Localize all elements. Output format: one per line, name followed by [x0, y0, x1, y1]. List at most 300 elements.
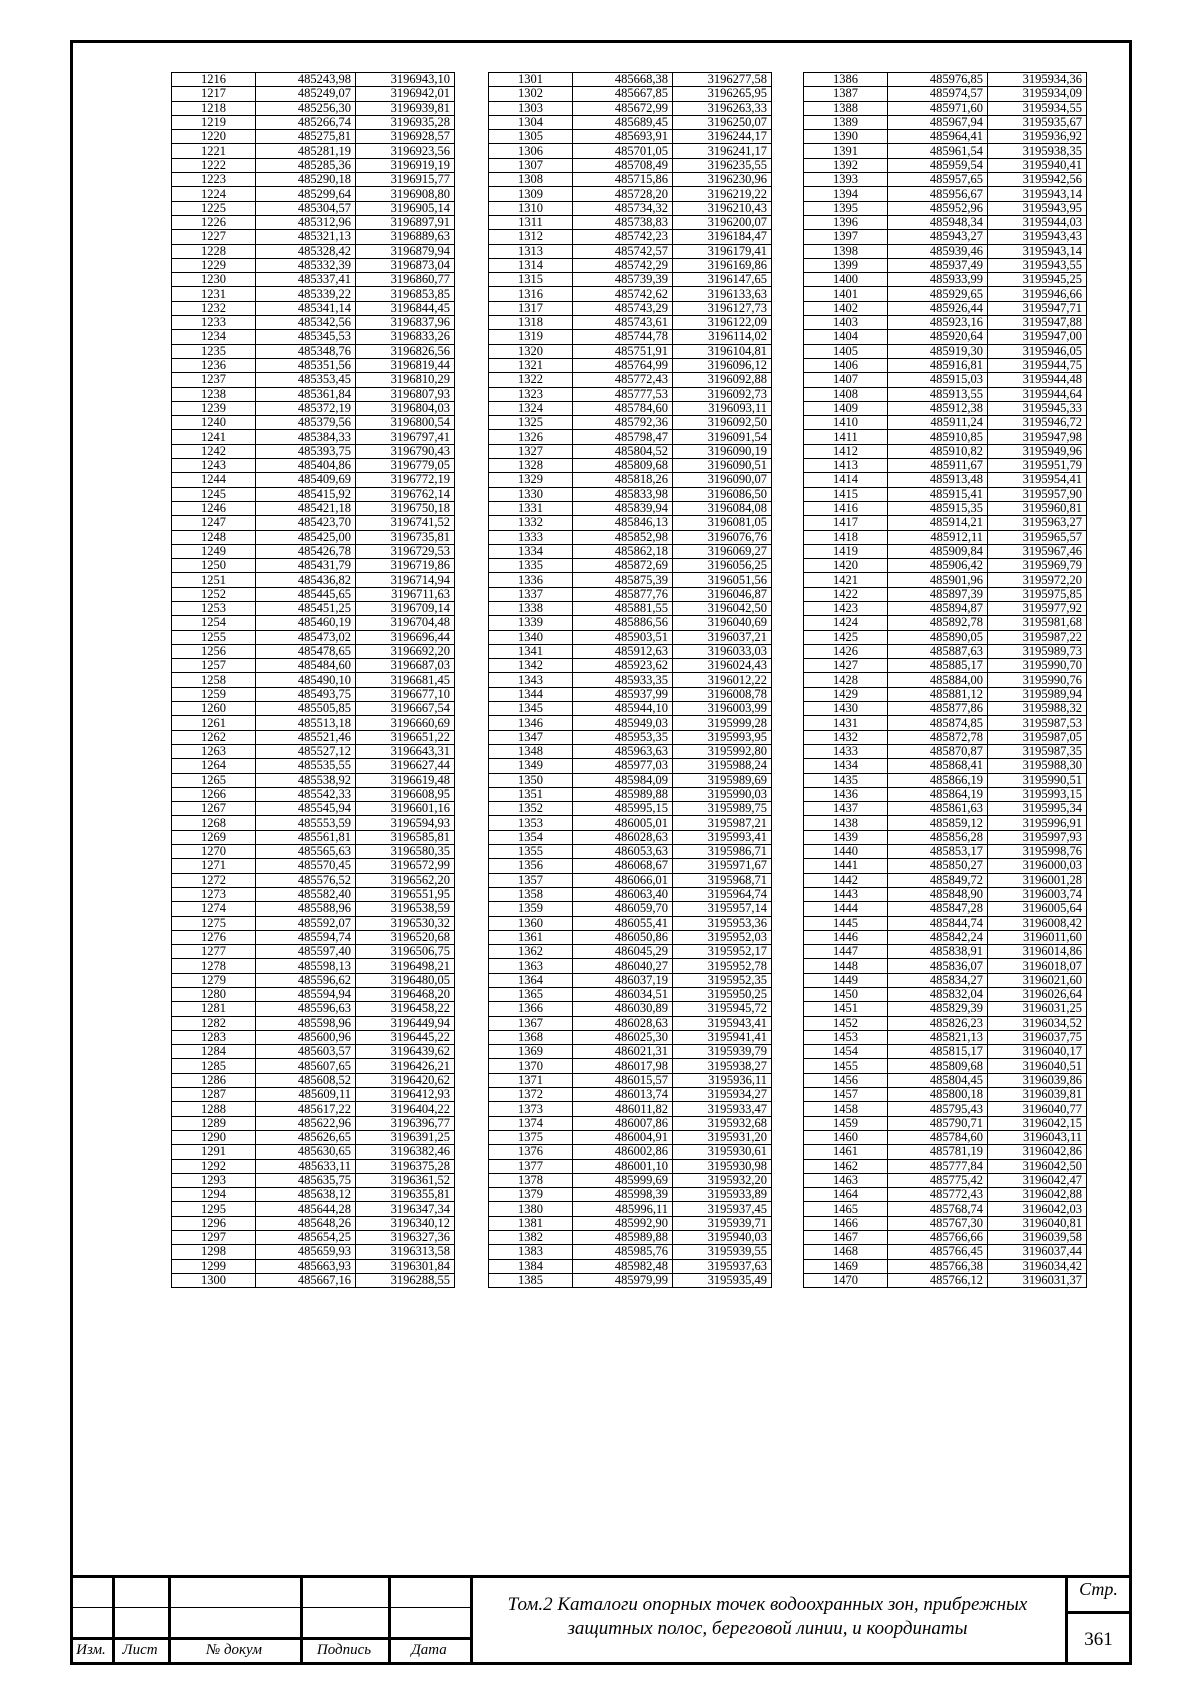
point-number: 1223: [172, 173, 256, 187]
coord-x: 485809,68: [573, 459, 673, 473]
coord-y: 3196039,81: [988, 1088, 1087, 1102]
coord-y: 3196572,99: [356, 859, 455, 873]
point-number: 1240: [172, 416, 256, 430]
point-number: 1427: [804, 659, 888, 673]
point-number: 1387: [804, 87, 888, 101]
coord-y: 3196709,14: [356, 601, 455, 615]
coord-y: 3195957,14: [673, 902, 772, 916]
point-number: 1349: [489, 759, 573, 773]
coord-x: 485846,13: [573, 516, 673, 530]
table-row: [172, 859, 455, 873]
table-row: [489, 387, 772, 401]
coord-x: 485877,86: [888, 702, 988, 716]
table-row: [804, 215, 1087, 229]
point-number: 1298: [172, 1245, 256, 1259]
table-row: [804, 73, 1087, 87]
coord-y: 3196250,07: [673, 115, 772, 129]
coord-y: 3196939,81: [356, 101, 455, 115]
coord-y: 3195968,71: [673, 873, 772, 887]
coord-y: 3195990,51: [988, 773, 1087, 787]
coord-x: 485849,72: [888, 873, 988, 887]
table-row: [489, 73, 772, 87]
coord-x: 486004,91: [573, 1130, 673, 1144]
table-row: [804, 730, 1087, 744]
table-row: [489, 401, 772, 415]
table-row: [489, 1002, 772, 1016]
coord-x: 485923,16: [888, 316, 988, 330]
coord-y: 3196826,56: [356, 344, 455, 358]
coord-y: 3196127,73: [673, 301, 772, 315]
table-row: [489, 902, 772, 916]
table-row: [804, 201, 1087, 215]
point-number: 1287: [172, 1088, 256, 1102]
coord-x: 485600,96: [256, 1030, 356, 1044]
coord-y: 3195971,67: [673, 859, 772, 873]
point-number: 1432: [804, 730, 888, 744]
point-number: 1421: [804, 573, 888, 587]
coord-y: 3196133,63: [673, 287, 772, 301]
coord-y: 3196104,81: [673, 344, 772, 358]
table-row: [804, 387, 1087, 401]
coord-y: 3196355,81: [356, 1188, 455, 1202]
point-number: 1272: [172, 873, 256, 887]
table-row: [172, 687, 455, 701]
coord-y: 3196692,20: [356, 644, 455, 658]
coord-x: 485866,19: [888, 773, 988, 787]
point-number: 1281: [172, 1002, 256, 1016]
point-number: 1225: [172, 201, 256, 215]
point-number: 1230: [172, 273, 256, 287]
coord-y: 3196729,53: [356, 544, 455, 558]
table-row: [489, 1030, 772, 1044]
point-number: 1330: [489, 487, 573, 501]
coord-x: 485493,75: [256, 687, 356, 701]
point-number: 1255: [172, 630, 256, 644]
point-number: 1270: [172, 845, 256, 859]
coord-x: 485299,64: [256, 187, 356, 201]
table-row: [489, 516, 772, 530]
coord-x: 485915,03: [888, 373, 988, 387]
table-row: [804, 1173, 1087, 1187]
coord-y: 3195993,15: [988, 787, 1087, 801]
point-number: 1398: [804, 244, 888, 258]
coord-y: 3196147,65: [673, 273, 772, 287]
coord-y: 3196003,99: [673, 702, 772, 716]
coord-y: 3195954,41: [988, 473, 1087, 487]
table-row: [489, 659, 772, 673]
point-number: 1293: [172, 1173, 256, 1187]
table-row: [804, 673, 1087, 687]
table-row: [172, 930, 455, 944]
coord-y: 3195975,85: [988, 587, 1087, 601]
coord-x: 485967,94: [888, 115, 988, 129]
coord-y: 3195988,24: [673, 759, 772, 773]
coord-x: 485852,98: [573, 530, 673, 544]
coord-x: 485919,30: [888, 344, 988, 358]
coord-y: 3196040,77: [988, 1102, 1087, 1116]
table-row: [172, 87, 455, 101]
coord-y: 3196114,02: [673, 330, 772, 344]
coord-y: 3195947,00: [988, 330, 1087, 344]
coord-y: 3195989,73: [988, 644, 1087, 658]
point-number: 1276: [172, 930, 256, 944]
coord-x: 485663,93: [256, 1259, 356, 1273]
coord-x: 485781,19: [888, 1145, 988, 1159]
coord-x: 485626,65: [256, 1130, 356, 1144]
coord-y: 3195967,46: [988, 544, 1087, 558]
point-number: 1442: [804, 873, 888, 887]
coord-x: 485894,87: [888, 601, 988, 615]
coord-x: 485901,96: [888, 573, 988, 587]
table-row: [172, 873, 455, 887]
point-number: 1243: [172, 459, 256, 473]
coord-x: 485421,18: [256, 501, 356, 515]
table-row: [804, 1030, 1087, 1044]
table-row: [172, 173, 455, 187]
coord-y: 3195937,63: [673, 1259, 772, 1273]
point-number: 1360: [489, 916, 573, 930]
coord-y: 3196219,22: [673, 187, 772, 201]
point-number: 1428: [804, 673, 888, 687]
table-row: [804, 787, 1087, 801]
coord-x: 485304,57: [256, 201, 356, 215]
table-row: [172, 244, 455, 258]
coord-x: 485415,92: [256, 487, 356, 501]
coord-y: 3196382,46: [356, 1145, 455, 1159]
coord-y: 3196024,43: [673, 659, 772, 673]
coord-y: 3196003,74: [988, 887, 1087, 901]
point-number: 1362: [489, 945, 573, 959]
point-number: 1296: [172, 1216, 256, 1230]
coord-x: 485887,63: [888, 644, 988, 658]
point-number: 1466: [804, 1216, 888, 1230]
coord-x: 485912,63: [573, 644, 673, 658]
coord-y: 3196042,50: [673, 601, 772, 615]
table-row: [804, 544, 1087, 558]
coord-x: 486011,82: [573, 1102, 673, 1116]
point-number: 1324: [489, 401, 573, 415]
coord-y: 3196091,54: [673, 430, 772, 444]
coord-x: 485285,36: [256, 158, 356, 172]
coord-y: 3196042,86: [988, 1145, 1087, 1159]
coord-y: 3195981,68: [988, 616, 1087, 630]
coord-y: 3195942,56: [988, 173, 1087, 187]
coord-y: 3195952,03: [673, 930, 772, 944]
coord-y: 3195936,92: [988, 130, 1087, 144]
table-row: [804, 1059, 1087, 1073]
coord-y: 3195935,49: [673, 1273, 772, 1287]
point-number: 1406: [804, 358, 888, 372]
point-number: 1407: [804, 373, 888, 387]
coord-x: 485243,98: [256, 73, 356, 87]
coord-x: 485995,15: [573, 802, 673, 816]
coord-x: 485592,07: [256, 916, 356, 930]
coord-y: 3195933,89: [673, 1188, 772, 1202]
coord-x: 486034,51: [573, 988, 673, 1002]
table-row: [172, 115, 455, 129]
table-row: [804, 1088, 1087, 1102]
coord-x: 486028,63: [573, 1016, 673, 1030]
table-row: [172, 401, 455, 415]
coord-y: 3196412,93: [356, 1088, 455, 1102]
point-number: 1469: [804, 1259, 888, 1273]
coord-x: 485708,49: [573, 158, 673, 172]
coord-x: 485956,67: [888, 187, 988, 201]
coord-y: 3196520,68: [356, 930, 455, 944]
table-row: [489, 230, 772, 244]
table-row: [804, 744, 1087, 758]
coord-y: 3195990,70: [988, 659, 1087, 673]
table-row: [804, 1188, 1087, 1202]
point-number: 1323: [489, 387, 573, 401]
table-row: [172, 959, 455, 973]
point-number: 1405: [804, 344, 888, 358]
table-row: [804, 1073, 1087, 1087]
table-row: [172, 616, 455, 630]
page-label: Стр.: [1079, 1579, 1118, 1599]
coord-y: 3196021,60: [988, 973, 1087, 987]
table-row: [804, 115, 1087, 129]
coord-x: 485913,48: [888, 473, 988, 487]
table-row: [489, 930, 772, 944]
title-block-row-line-1: [70, 1607, 470, 1608]
coord-x: 485597,40: [256, 945, 356, 959]
point-number: 1380: [489, 1202, 573, 1216]
coord-x: 485834,27: [888, 973, 988, 987]
label-list: Лист: [122, 1642, 158, 1658]
table-row: [172, 358, 455, 372]
coord-y: 3196037,44: [988, 1245, 1087, 1259]
coord-x: 485451,25: [256, 601, 356, 615]
coord-y: 3196169,86: [673, 258, 772, 272]
coord-y: 3196040,51: [988, 1059, 1087, 1073]
coord-x: 485886,56: [573, 616, 673, 630]
coord-x: 486055,41: [573, 916, 673, 930]
coord-x: 485353,45: [256, 373, 356, 387]
coord-x: 485847,28: [888, 902, 988, 916]
point-number: 1370: [489, 1059, 573, 1073]
table-row: [804, 258, 1087, 272]
table-row: [172, 101, 455, 115]
coord-y: 3196915,77: [356, 173, 455, 187]
point-number: 1388: [804, 101, 888, 115]
title-block-top-border: [70, 1575, 1132, 1578]
coord-y: 3196092,50: [673, 416, 772, 430]
table-row: [172, 716, 455, 730]
point-number: 1378: [489, 1173, 573, 1187]
point-number: 1444: [804, 902, 888, 916]
coord-x: 485974,57: [888, 87, 988, 101]
coord-x: 485672,99: [573, 101, 673, 115]
coord-y: 3195939,71: [673, 1216, 772, 1230]
coord-x: 485977,03: [573, 759, 673, 773]
coord-x: 486040,27: [573, 959, 673, 973]
coord-x: 485751,91: [573, 344, 673, 358]
coord-y: 3195952,78: [673, 959, 772, 973]
coord-x: 485784,60: [888, 1130, 988, 1144]
table-row: [172, 887, 455, 901]
coord-x: 485742,57: [573, 244, 673, 258]
coord-x: 485617,22: [256, 1102, 356, 1116]
point-number: 1218: [172, 101, 256, 115]
point-number: 1448: [804, 959, 888, 973]
coord-x: 485784,60: [573, 401, 673, 415]
table-row: [804, 1216, 1087, 1230]
coord-y: 3195965,57: [988, 530, 1087, 544]
point-number: 1216: [172, 73, 256, 87]
point-number: 1410: [804, 416, 888, 430]
coord-x: 485996,11: [573, 1202, 673, 1216]
coord-y: 3195987,22: [988, 630, 1087, 644]
coord-y: 3196184,47: [673, 230, 772, 244]
coord-x: 485838,91: [888, 945, 988, 959]
coord-y: 3196200,07: [673, 215, 772, 229]
coord-x: 485393,75: [256, 444, 356, 458]
label-date: Дата: [411, 1642, 447, 1658]
coord-x: 485833,98: [573, 487, 673, 501]
coord-x: 485644,28: [256, 1202, 356, 1216]
point-number: 1320: [489, 344, 573, 358]
coord-y: 3195987,21: [673, 816, 772, 830]
point-number: 1465: [804, 1202, 888, 1216]
table-row: [489, 358, 772, 372]
table-row: [489, 144, 772, 158]
point-number: 1393: [804, 173, 888, 187]
point-number: 1468: [804, 1245, 888, 1259]
coord-y: 3196076,76: [673, 530, 772, 544]
point-number: 1289: [172, 1116, 256, 1130]
point-number: 1238: [172, 387, 256, 401]
table-row: [804, 601, 1087, 615]
coord-x: 485989,88: [573, 1231, 673, 1245]
coord-y: 3195952,35: [673, 973, 772, 987]
point-number: 1359: [489, 902, 573, 916]
coord-y: 3196069,27: [673, 544, 772, 558]
table-row: [489, 544, 772, 558]
coord-y: 3196361,52: [356, 1173, 455, 1187]
coord-y: 3196040,81: [988, 1216, 1087, 1230]
coord-x: 486068,67: [573, 859, 673, 873]
coord-x: 485667,16: [256, 1273, 356, 1287]
table-row: [804, 1259, 1087, 1273]
table-row: [489, 1145, 772, 1159]
table-row: [804, 430, 1087, 444]
coord-y: 3196879,94: [356, 244, 455, 258]
table-row: [172, 988, 455, 1002]
table-row: [489, 1102, 772, 1116]
point-number: 1288: [172, 1102, 256, 1116]
coord-y: 3195943,14: [988, 244, 1087, 258]
coord-x: 485654,25: [256, 1231, 356, 1245]
point-number: 1251: [172, 573, 256, 587]
table-row: [172, 459, 455, 473]
point-number: 1400: [804, 273, 888, 287]
point-number: 1241: [172, 430, 256, 444]
point-number: 1280: [172, 988, 256, 1002]
point-number: 1283: [172, 1030, 256, 1044]
table-row: [172, 1116, 455, 1130]
point-number: 1385: [489, 1273, 573, 1287]
table-row: [172, 773, 455, 787]
coord-x: 485609,11: [256, 1088, 356, 1102]
coord-y: 3196908,80: [356, 187, 455, 201]
coord-y: 3195943,55: [988, 258, 1087, 272]
table-row: [489, 301, 772, 315]
point-number: 1271: [172, 859, 256, 873]
table-row: [172, 1202, 455, 1216]
coord-x: 485379,56: [256, 416, 356, 430]
point-number: 1274: [172, 902, 256, 916]
table-row: [489, 573, 772, 587]
coord-x: 486063,40: [573, 887, 673, 901]
table-row: [804, 1231, 1087, 1245]
coord-x: 485943,27: [888, 230, 988, 244]
coord-x: 485582,40: [256, 887, 356, 901]
table-row: [172, 630, 455, 644]
coord-x: 485926,44: [888, 301, 988, 315]
table-row: [489, 559, 772, 573]
point-number: 1458: [804, 1102, 888, 1116]
coord-x: 485423,70: [256, 516, 356, 530]
point-number: 1457: [804, 1088, 888, 1102]
table-row: [804, 702, 1087, 716]
coord-y: 3195949,96: [988, 444, 1087, 458]
table-row: [804, 773, 1087, 787]
coord-y: 3196594,93: [356, 816, 455, 830]
coord-x: 485341,14: [256, 301, 356, 315]
point-number: 1340: [489, 630, 573, 644]
point-number: 1231: [172, 287, 256, 301]
table-row: [489, 988, 772, 1002]
table-row: [489, 702, 772, 716]
point-number: 1329: [489, 473, 573, 487]
table-row: [172, 802, 455, 816]
table-row: [804, 902, 1087, 916]
coord-x: 485836,07: [888, 959, 988, 973]
point-number: 1267: [172, 802, 256, 816]
table-row: [489, 759, 772, 773]
coord-y: 3196122,09: [673, 316, 772, 330]
point-number: 1357: [489, 873, 573, 887]
coord-x: 485348,76: [256, 344, 356, 358]
coord-y: 3196619,48: [356, 773, 455, 787]
coord-y: 3196551,95: [356, 887, 455, 901]
table-row: [172, 1130, 455, 1144]
table-row: [804, 816, 1087, 830]
table-row: [489, 644, 772, 658]
table-row: [489, 444, 772, 458]
table-row: [172, 1173, 455, 1187]
table-row: [172, 530, 455, 544]
table-row: [172, 201, 455, 215]
point-number: 1352: [489, 802, 573, 816]
coord-x: 485944,10: [573, 702, 673, 716]
coord-y: 3196263,33: [673, 101, 772, 115]
coord-y: 3196860,77: [356, 273, 455, 287]
coord-x: 485630,65: [256, 1145, 356, 1159]
point-number: 1462: [804, 1159, 888, 1173]
coord-x: 485949,03: [573, 716, 673, 730]
coord-x: 485777,84: [888, 1159, 988, 1173]
coord-x: 485445,65: [256, 587, 356, 601]
coord-y: 3195990,03: [673, 787, 772, 801]
table-row: [172, 1016, 455, 1030]
coord-x: 485538,92: [256, 773, 356, 787]
table-row: [804, 630, 1087, 644]
table-row: [172, 573, 455, 587]
coord-y: 3196919,19: [356, 158, 455, 172]
point-number: 1437: [804, 802, 888, 816]
